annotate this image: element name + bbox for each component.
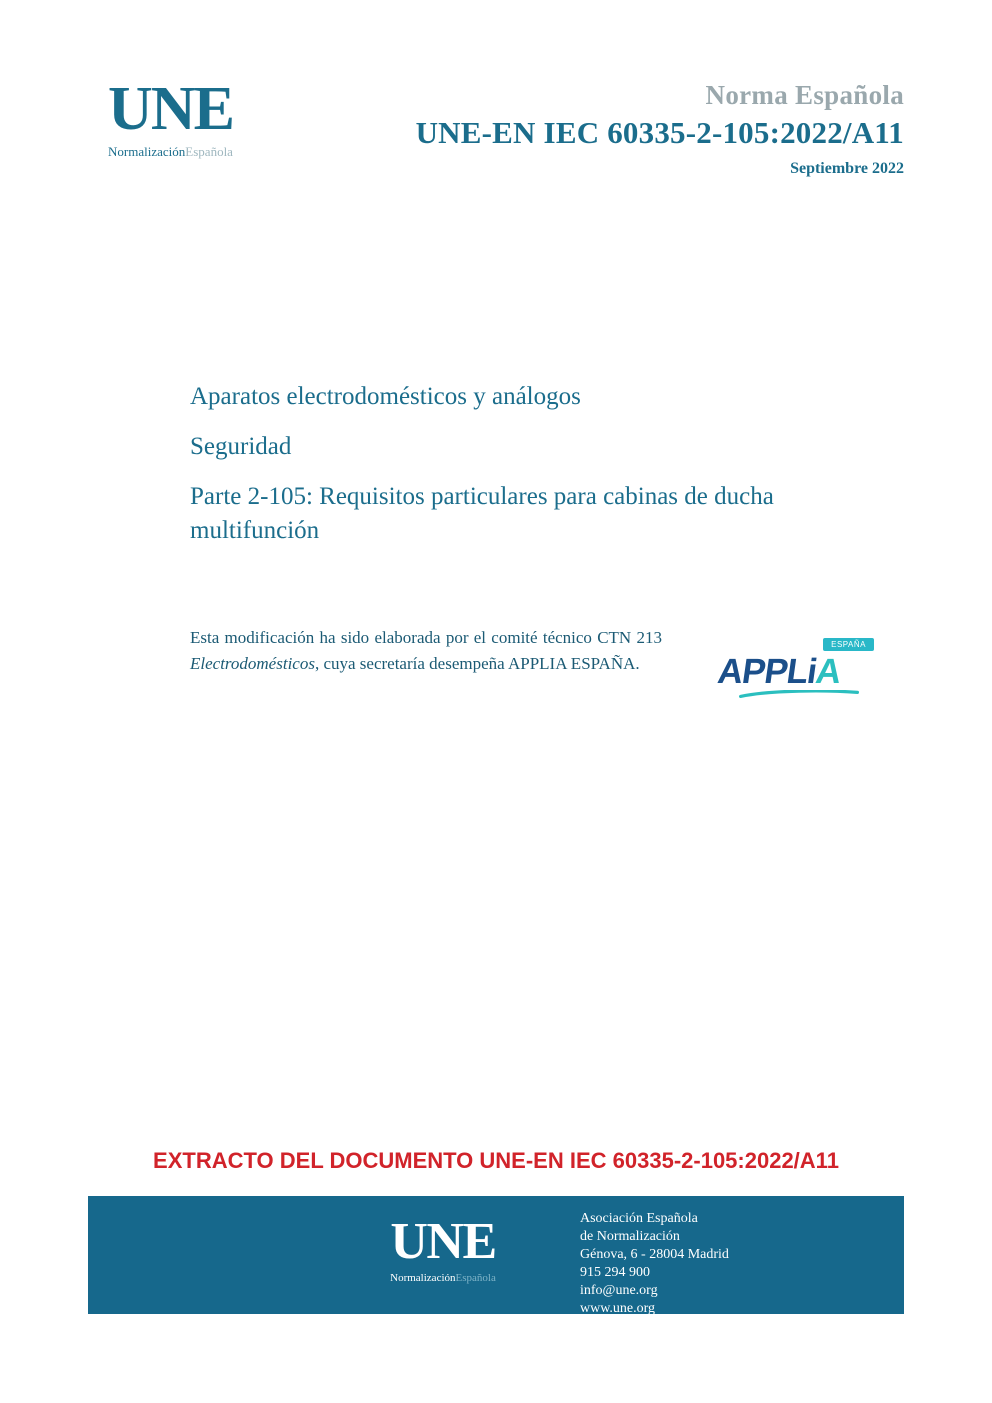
standard-publication-date: Septiembre 2022	[790, 160, 904, 177]
applia-wordmark	[715, 652, 843, 692]
applia-wordmark-part2: A	[813, 652, 844, 691]
committee-note-part2: , cuya secretaría desempeña APPLIA ESPAÑA.	[314, 654, 640, 673]
committee-note-italic: Electrodomésticos	[190, 654, 315, 673]
page-footer	[88, 1196, 904, 1314]
footer-address-line: Asociación Española	[580, 1211, 698, 1226]
title-line-3: Parte 2-105: Requisitos particulares para cabinas de ducha multifunción	[190, 483, 774, 544]
une-logo	[88, 75, 253, 160]
title-line-2: Seguridad	[190, 433, 292, 460]
applia-espana-tag: ESPAÑA	[823, 638, 874, 651]
extract-notice: EXTRACTO DEL DOCUMENTO UNE-EN IEC 60335-2-105:2022/A11	[153, 1148, 839, 1173]
title-line-1: Aparatos electrodomésticos y análogos	[190, 383, 581, 410]
footer-phone: 915 294 900	[580, 1265, 650, 1280]
une-logo-tagline	[88, 144, 253, 160]
footer-une-tagline-primary: Normalización	[390, 1272, 456, 1284]
footer-address-line: Génova, 6 - 28004 Madrid	[580, 1247, 729, 1262]
page-header	[88, 75, 904, 198]
applia-logo	[715, 638, 878, 698]
une-logo-tagline-primary: Normalización	[108, 144, 186, 159]
applia-swoosh-icon	[724, 690, 874, 698]
standard-type-label: Norma Española	[705, 80, 904, 110]
footer-email[interactable]: info@une.org	[580, 1283, 658, 1298]
footer-une-tagline-secondary: Española	[455, 1272, 496, 1284]
committee-note	[190, 625, 662, 677]
document-title-block	[190, 380, 880, 548]
standard-identification	[416, 78, 904, 181]
applia-wordmark-part1: APPLi	[715, 652, 819, 691]
footer-une-wordmark: UNE	[390, 1213, 496, 1270]
footer-address-line: de Normalización	[580, 1229, 680, 1244]
standard-reference-code: UNE-EN IEC 60335-2-105:2022/A11	[415, 115, 904, 150]
footer-une-logo	[353, 1214, 533, 1284]
footer-une-tagline	[353, 1272, 533, 1284]
footer-website[interactable]: www.une.org	[580, 1301, 656, 1316]
footer-address-block	[580, 1210, 729, 1318]
une-logo-tagline-secondary: Española	[185, 144, 233, 159]
une-logo-wordmark: UNE	[108, 75, 233, 143]
committee-note-part1: Esta modificación ha sido elaborada por el comité técnico CTN 213	[190, 628, 662, 647]
